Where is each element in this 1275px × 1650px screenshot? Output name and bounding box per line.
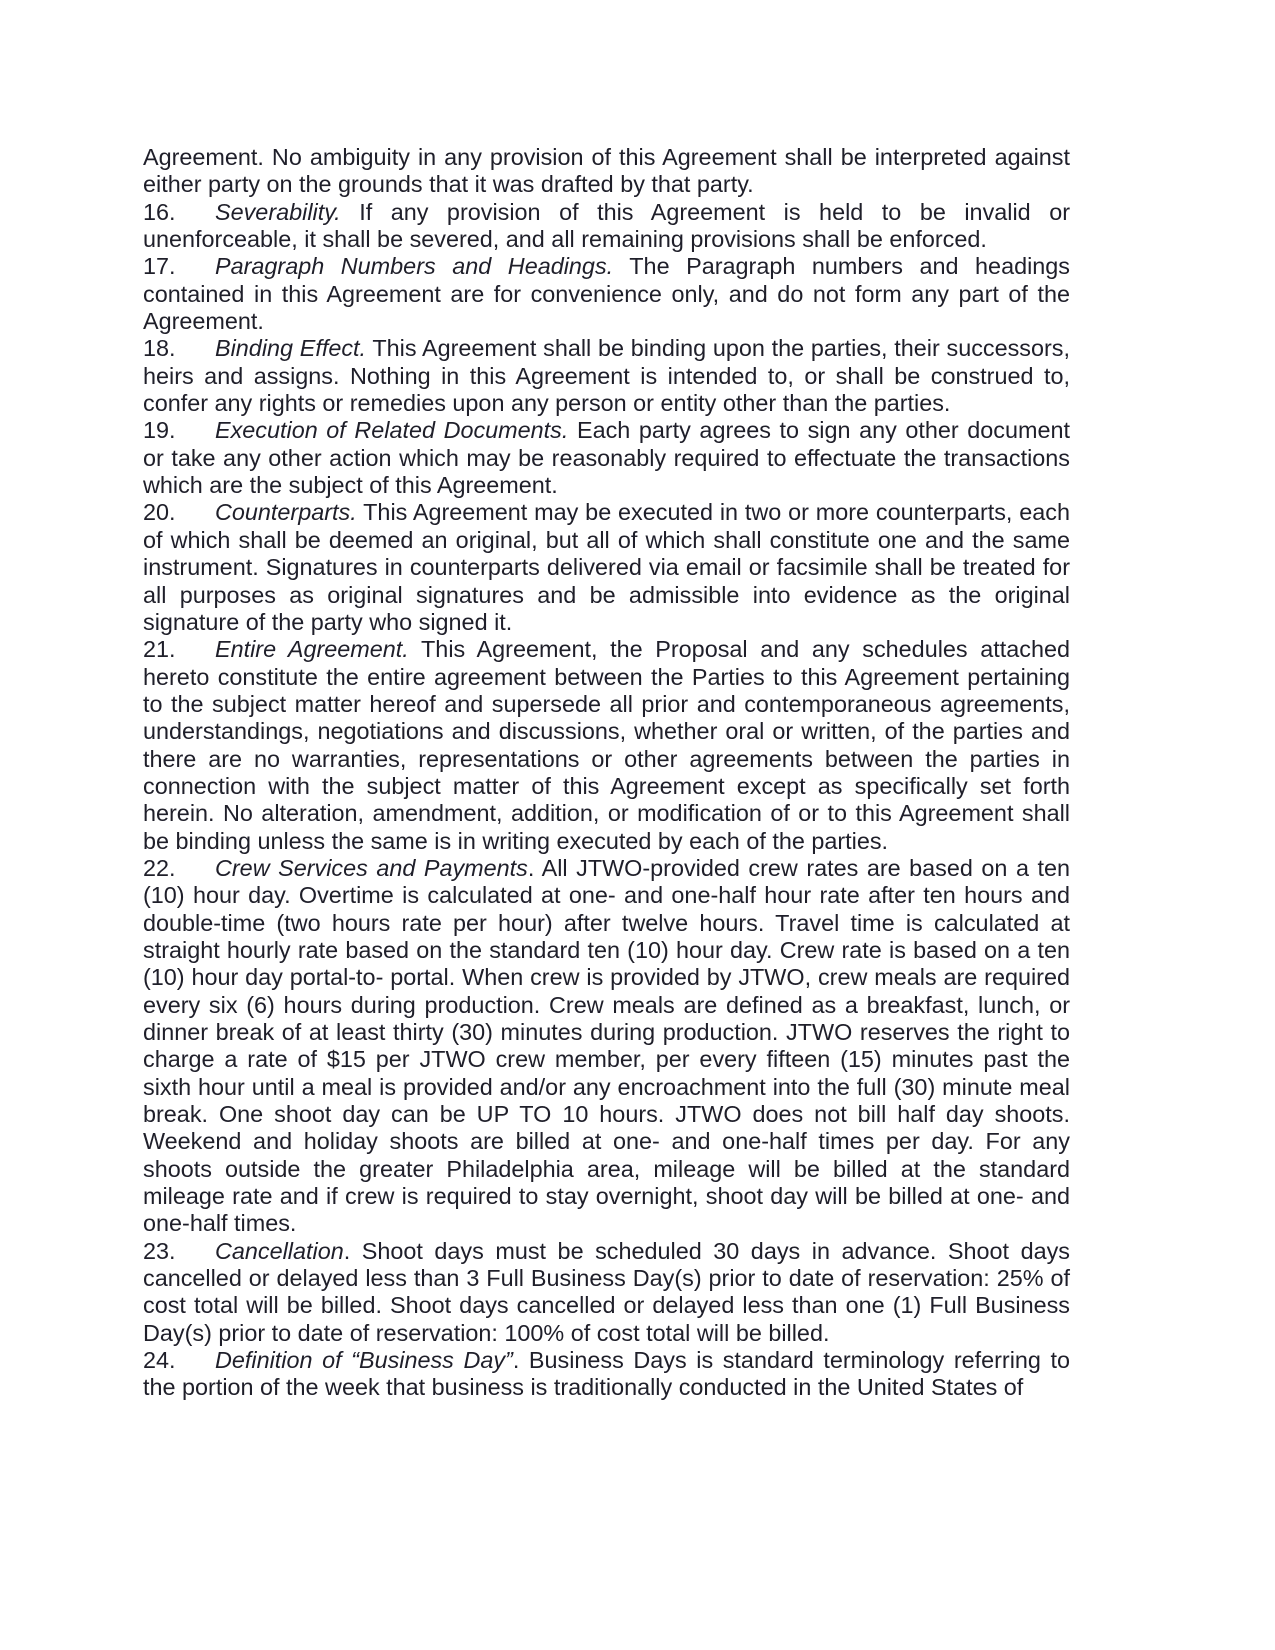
- section-heading: Crew Services and Payments: [215, 854, 528, 881]
- section-body: The Paragraph numbers and headings contained in this Agreement are for convenience only, and do not form any part of the Agreement.: [143, 253, 1070, 335]
- section-19: [143, 417, 1070, 499]
- section-18: [143, 335, 1070, 417]
- section-body: Each party agrees to sign any other document or take any other action which may be reasonably required to effectuate the transactions which are the subject of this Agreement.: [143, 417, 1070, 499]
- section-number: 18.: [143, 335, 176, 362]
- section-heading: Counterparts.: [215, 499, 357, 526]
- section-heading: Severability.: [215, 198, 341, 225]
- section-22: [143, 855, 1070, 1238]
- section-body: This Agreement shall be binding upon the parties, their successors, heirs and assigns. Nothing in this Agreement is intended to, or shall be construed to, confer any rights or remedies upon any person or entity other than the parties.: [143, 335, 1070, 417]
- section-body: . All JTWO-provided crew rates are based on a ten (10) hour day. Overtime is calculated at one- and one-half hour rate after ten hours and double-time (two hours rate per hour) after twelve hours. Travel time is calculated at straight hourly rate based on the standard ten (10) hour day. Crew rate is based on a ten (10) hour day portal-to- portal. When crew is provided by JTWO, crew meals are required every six (6) hours during production. Crew meals are defined as a breakfast, lunch, or dinner break of at least thirty (30) minutes during production. JTWO reserves the right to charge a rate of $15 per JTWO crew member, per every fifteen (15) minutes past the sixth hour until a meal is provided and/or any encroachment into the full (30) minute meal break. One shoot day can be UP TO 10 hours. JTWO does not bill half day shoots. Weekend and holiday shoots are billed at one- and one-half times per day. For any shoots outside the greater Philadelphia area, mileage will be billed at the standard mileage rate and if crew is required to stay overnight, shoot day will be billed at one- and one-half times.: [143, 854, 1070, 1237]
- section-17: [143, 253, 1070, 335]
- section-16: [143, 199, 1070, 254]
- section-number: 19.: [143, 417, 176, 444]
- section-20: [143, 499, 1070, 636]
- section-heading: Cancellation: [215, 1237, 344, 1264]
- section-number: 21.: [143, 636, 176, 663]
- continuation-paragraph: Agreement. No ambiguity in any provision of this Agreement shall be interpreted against either party on the grounds that it was drafted by that party.: [143, 144, 1070, 198]
- section-number: 24.: [143, 1347, 176, 1374]
- section-body: This Agreement, the Proposal and any schedules attached hereto constitute the entire agreement between the Parties to this Agreement pertaining to the subject matter hereof and supersede all prior and contemporaneous agreements, understandings, negotiations and discussions, whether oral or written, of the parties and there are no warranties, representations or other agreements between the parties in connection with the subject matter of this Agreement except as specifically set forth herein. No alteration, amendment, addition, or modification of or to this Agreement shall be binding unless the same is in writing executed by each of the parties.: [143, 636, 1070, 854]
- section-number: 16.: [143, 198, 176, 225]
- section-24: [143, 1347, 1070, 1402]
- section-body: This Agreement may be executed in two or more counterparts, each of which shall be deemed an original, but all of which shall constitute one and the same instrument. Signatures in counterparts delivered via email or facsimile shall be treated for all purposes as original signatures and be admissible into evidence as the original signature of the party who signed it.: [143, 499, 1070, 635]
- section-number: 20.: [143, 499, 176, 526]
- section-heading: Definition of “Business Day”: [215, 1347, 513, 1374]
- section-heading: Binding Effect.: [215, 335, 367, 362]
- section-body: If any provision of this Agreement is held to be invalid or unenforceable, it shall be severed, and all remaining provisions shall be enforced.: [143, 198, 1070, 253]
- section-number: 22.: [143, 854, 176, 881]
- section-body: . Shoot days must be scheduled 30 days in advance. Shoot days cancelled or delayed less than 3 Full Business Day(s) prior to date of reservation: 25% of cost total will be billed. Shoot days cancelled or delayed less than one (1) Full Business Day(s) prior to date of reservation: 100% of cost total will be billed.: [143, 1237, 1070, 1346]
- section-heading: Entire Agreement.: [215, 636, 409, 663]
- section-21: [143, 636, 1070, 855]
- section-23: [143, 1238, 1070, 1347]
- section-body: . Business Days is standard terminology referring to the portion of the week that business is traditionally conducted in the United States of: [143, 1347, 1071, 1401]
- document-page: [143, 144, 1070, 1402]
- section-heading: Paragraph Numbers and Headings.: [215, 253, 614, 280]
- section-heading: Execution of Related Documents.: [215, 417, 569, 444]
- section-number: 23.: [143, 1237, 176, 1264]
- section-number: 17.: [143, 253, 176, 280]
